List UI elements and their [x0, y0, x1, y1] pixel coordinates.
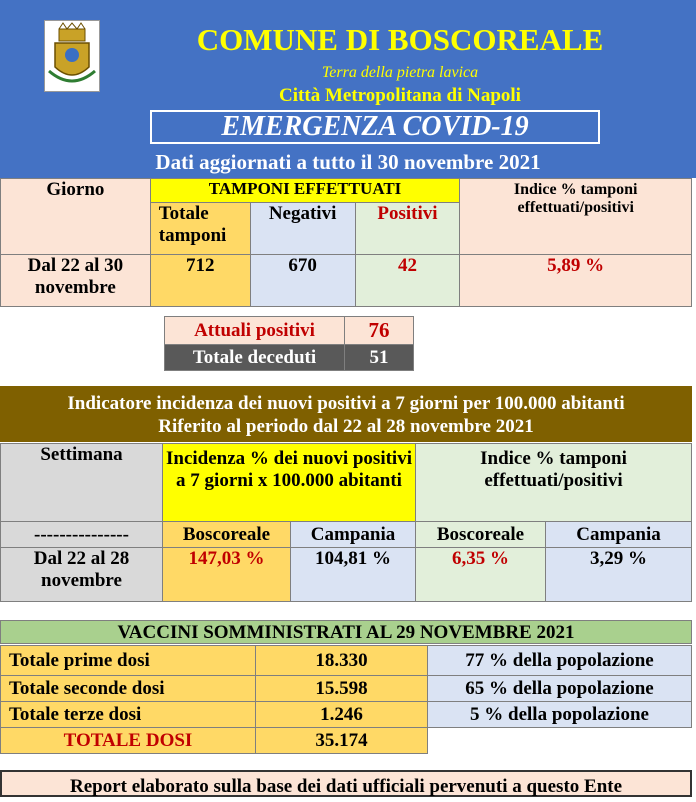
metro-label: Città Metropolitana di Napoli — [279, 85, 521, 106]
vaccini-title: VACCINI SOMMINISTRATI AL 29 NOVEMBRE 2021 — [0, 620, 692, 644]
update-date: Dati aggiornati a tutto il 30 novembre 2021 — [155, 150, 541, 174]
vaccini-row-pct: 77 % della popolazione — [428, 646, 692, 676]
attuali-label: Attuali positivi — [165, 317, 345, 345]
col-giorno: Giorno — [1, 179, 151, 255]
vaccini-row-label: Totale seconde dosi — [1, 676, 256, 702]
coat-of-arms-icon — [44, 20, 100, 92]
col-incidenza: Incidenza % dei nuovi positivi a 7 giorni x 100.000 abitanti — [163, 444, 416, 522]
tamponi-table — [0, 178, 692, 307]
col-negativi: Negativi — [250, 203, 355, 255]
col-totale: Totale tamponi — [150, 203, 250, 255]
inc-camp-value: 104,81 % — [291, 548, 416, 602]
incidenza-title-1: Indicatore incidenza dei nuovi positivi a 7 giorni per 100.000 abitanti — [67, 393, 625, 414]
vaccini-row-value: 18.330 — [256, 646, 428, 676]
vaccini-table — [0, 645, 692, 754]
vaccini-row-value: 15.598 — [256, 676, 428, 702]
sub-bosco-1: Boscoreale — [163, 522, 291, 548]
deceduti-label: Totale deceduti — [165, 345, 345, 371]
tamponi-group-header: TAMPONI EFFETTUATI — [150, 179, 460, 203]
col-indice-incidenza: Indice % tamponi effettuati/positivi — [416, 444, 692, 522]
page-subtitle: Terra della pietra lavica — [321, 64, 479, 81]
sub-camp-2: Campania — [546, 522, 692, 548]
ind-camp-value: 3,29 % — [546, 548, 692, 602]
footer-note: Report elaborato sulla base dei dati ufficiali pervenuti a questo Ente — [0, 770, 692, 797]
vaccini-row-label: Totale prime dosi — [1, 646, 256, 676]
vaccini-row-pct: 65 % della popolazione — [428, 676, 692, 702]
deceduti-value: 51 — [345, 345, 414, 371]
dashes: --------------- — [1, 522, 163, 548]
ind-bosco-value: 6,35 % — [416, 548, 546, 602]
indice-value: 5,89 % — [460, 255, 692, 307]
col-indice: Indice % tamponi effettuati/positivi — [460, 179, 692, 255]
page-title: COMUNE DI BOSCOREALE — [196, 22, 604, 57]
row-period: Dal 22 al 30 novembre — [1, 255, 151, 307]
totale-dosi-label: TOTALE DOSI — [1, 728, 256, 754]
vaccini-row-value: 1.246 — [256, 702, 428, 728]
emergency-heading: EMERGENZA COVID-19 — [150, 110, 600, 144]
vaccini-row-pct: 5 % della popolazione — [428, 702, 692, 728]
incidenza-table — [0, 443, 692, 602]
sub-bosco-2: Boscoreale — [416, 522, 546, 548]
positivi-value: 42 — [355, 255, 460, 307]
vaccini-row-label: Totale terze dosi — [1, 702, 256, 728]
summary-table — [164, 316, 414, 371]
inc-bosco-value: 147,03 % — [163, 548, 291, 602]
col-settimana: Settimana — [1, 444, 163, 522]
totale-value: 712 — [150, 255, 250, 307]
negativi-value: 670 — [250, 255, 355, 307]
incidenza-title-2: Riferito al periodo dal 22 al 28 novembre 2021 — [158, 416, 534, 437]
sub-camp-1: Campania — [291, 522, 416, 548]
incidenza-period: Dal 22 al 28 novembre — [1, 548, 163, 602]
totale-dosi-value: 35.174 — [256, 728, 428, 754]
attuali-value: 76 — [345, 317, 414, 345]
col-positivi: Positivi — [355, 203, 460, 255]
empty-cell — [428, 728, 692, 754]
incidenza-header — [0, 386, 692, 442]
